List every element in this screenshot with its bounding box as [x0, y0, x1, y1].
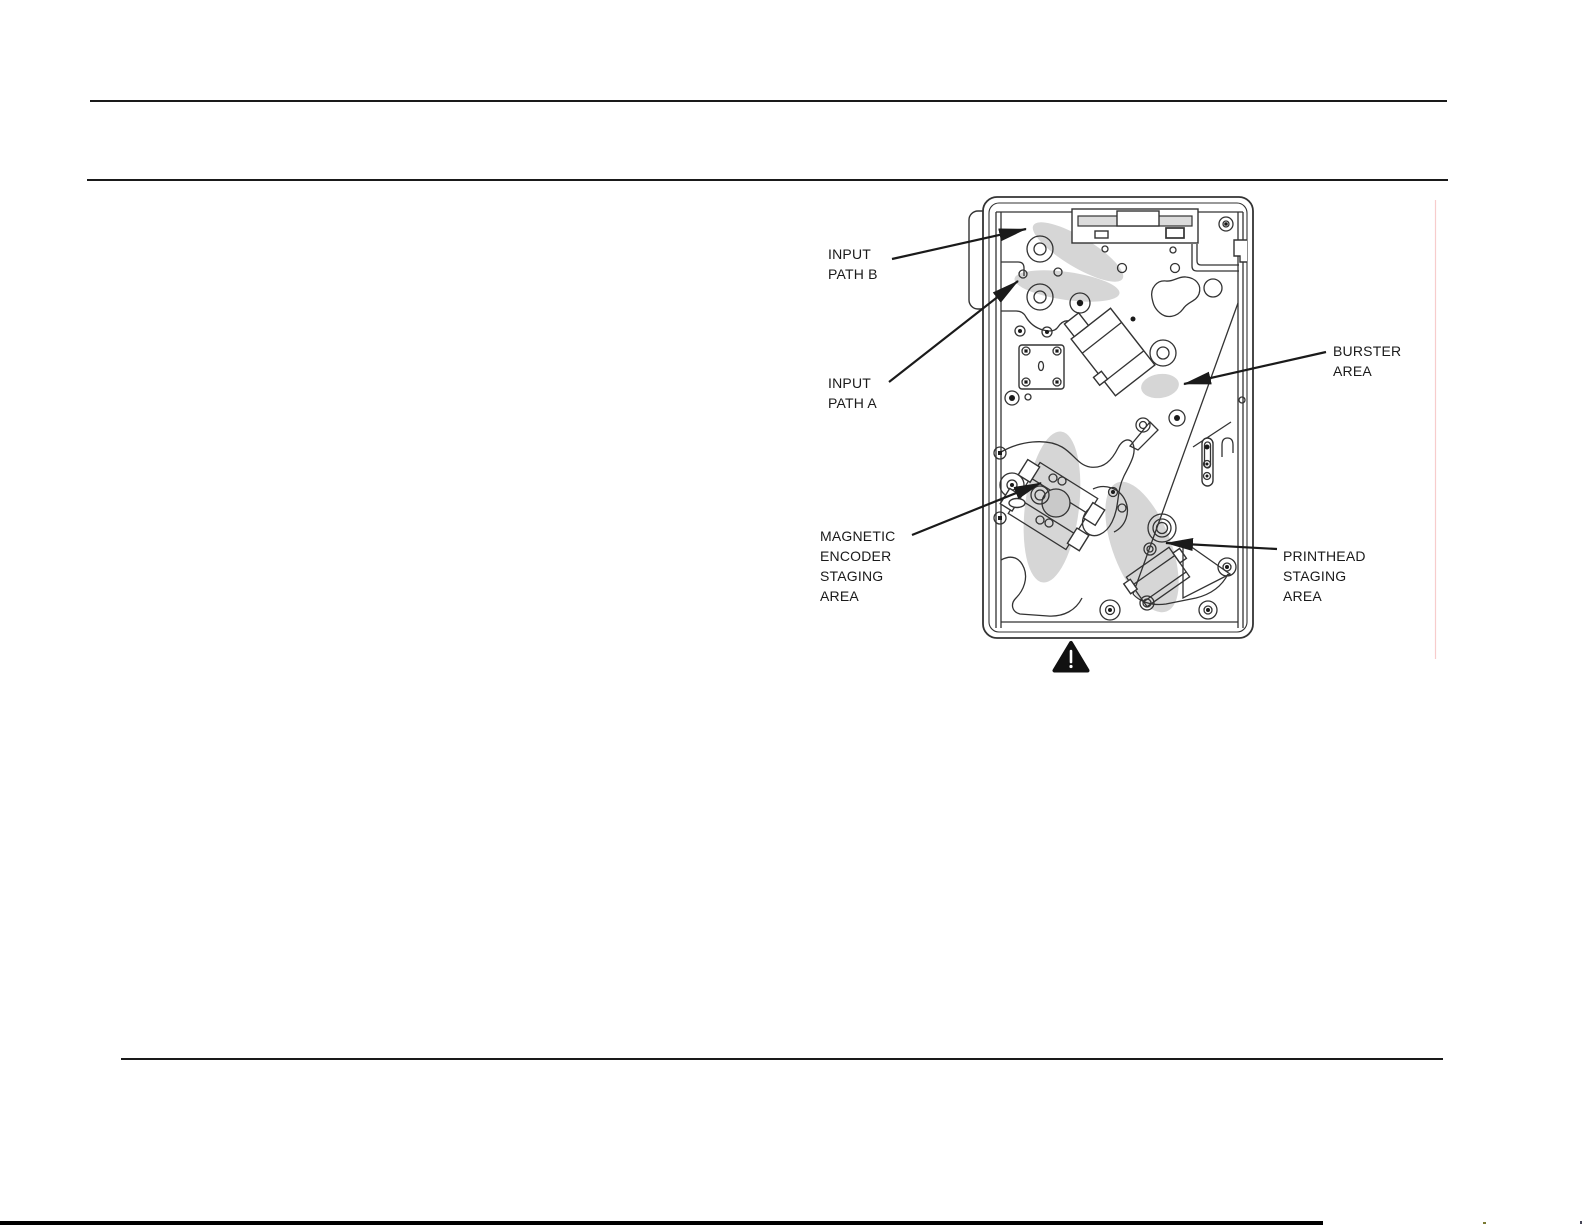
callout-line: AREA: [1333, 363, 1372, 379]
callout-printhead-staging-area: [1283, 546, 1366, 606]
callout-line: BURSTER: [1333, 343, 1402, 359]
callout-line: AREA: [1283, 588, 1322, 604]
stepper-motor: [1019, 345, 1064, 389]
warning-triangle-icon: [1055, 643, 1088, 671]
callout-line: AREA: [820, 588, 859, 604]
callout-line: MAGNETIC: [820, 528, 896, 544]
callout-line: PATH B: [828, 266, 878, 282]
callout-line: STAGING: [1283, 568, 1347, 584]
callout-magnetic-encoder-staging-area: [820, 526, 896, 606]
callout-line: INPUT: [828, 246, 871, 262]
callout-line: INPUT: [828, 375, 871, 391]
encoder-disc: [1042, 489, 1070, 517]
callout-input-path-b: [828, 244, 878, 284]
callout-line: PRINTHEAD: [1283, 548, 1366, 564]
callout-input-path-a: [828, 373, 877, 413]
callout-line: ENCODER: [820, 548, 892, 564]
callout-line: STAGING: [820, 568, 884, 584]
mounting-slot: [1009, 499, 1025, 508]
callout-burster-area: [1333, 341, 1401, 381]
callout-line: PATH A: [828, 395, 877, 411]
